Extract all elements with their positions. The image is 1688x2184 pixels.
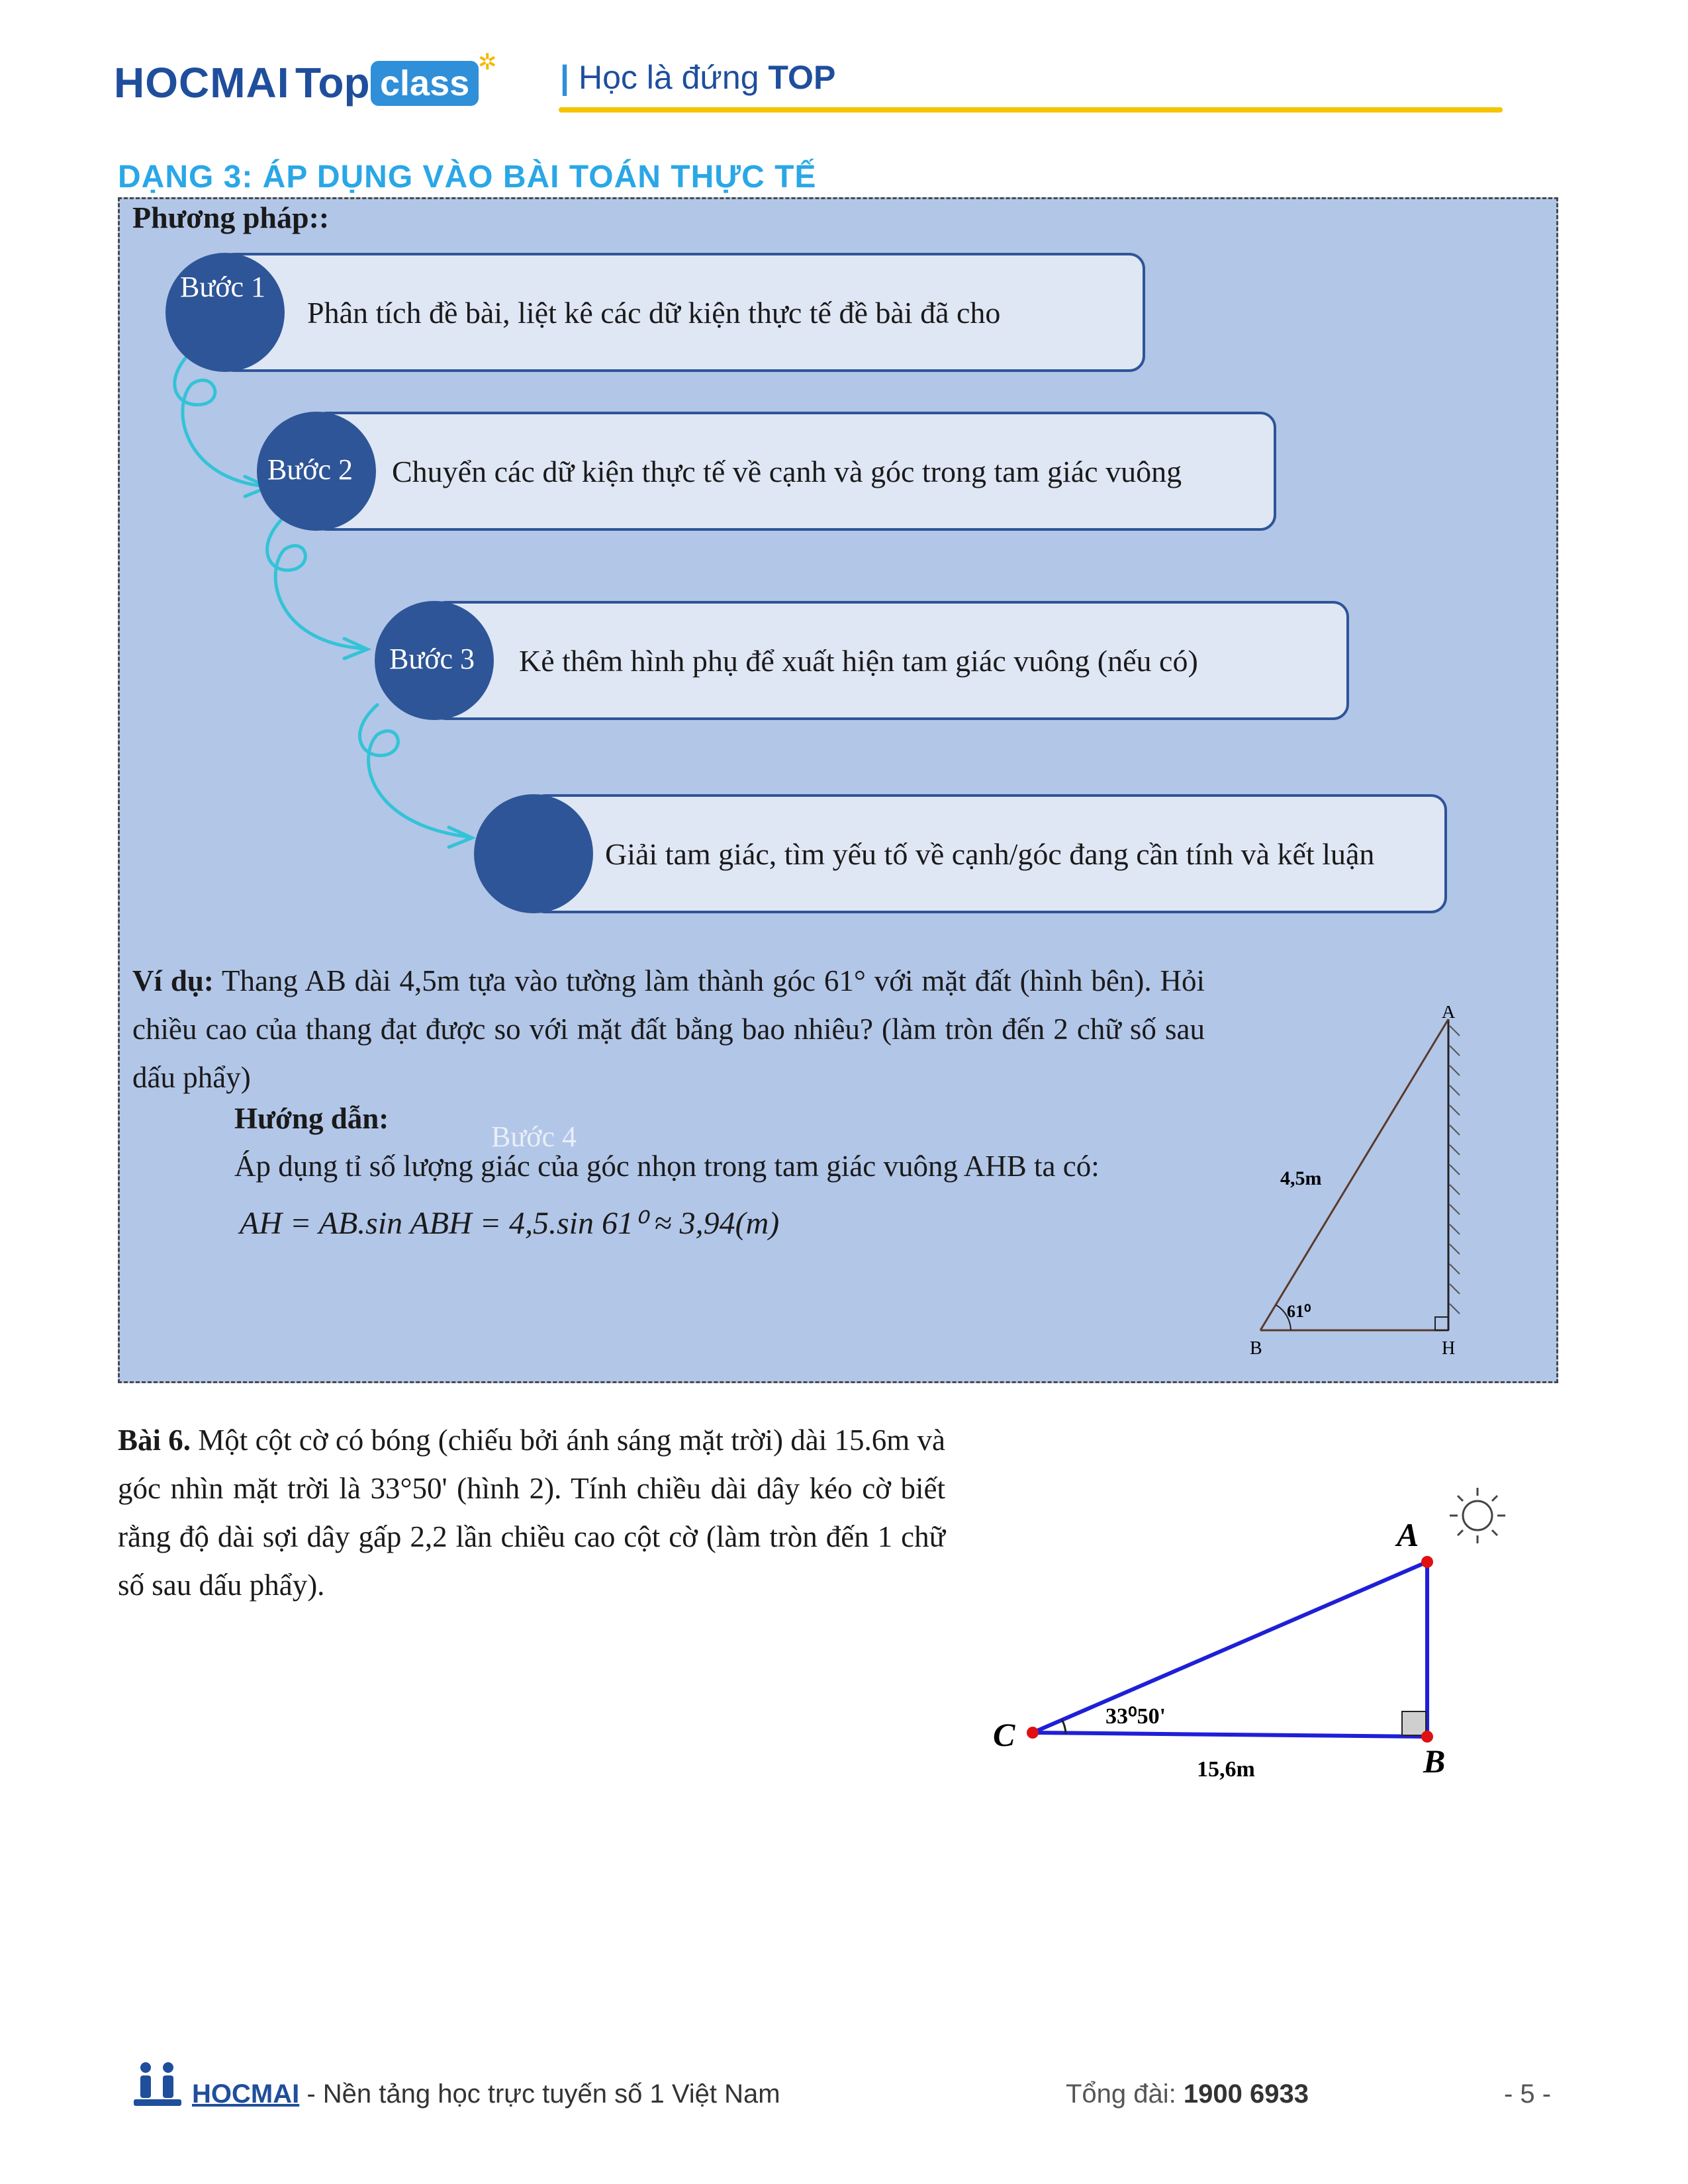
label-c: C xyxy=(993,1716,1015,1753)
label-h: H xyxy=(1442,1338,1456,1359)
step-4-badge xyxy=(474,794,593,913)
step-3-box xyxy=(430,601,1349,720)
flagpole-figure xyxy=(973,1463,1536,1794)
hocmai-footer-icon xyxy=(131,2058,184,2111)
example-label: Ví dụ: xyxy=(132,964,214,997)
length-label: 15,6m xyxy=(1197,1757,1255,1782)
step-3-badge xyxy=(375,601,494,720)
step-1-badge xyxy=(165,253,285,372)
hotline-label: Tổng đài: xyxy=(1066,2079,1184,2109)
wall-hatching xyxy=(1450,1026,1460,1314)
step-2-badge xyxy=(257,412,376,531)
exercise-6-text: Một cột cờ có bóng (chiếu bởi ánh sáng mặt trời) dài 15.6m và góc nhìn mặt trời là 33°50' (hình 2). Tính chiều dài dây kéo cờ biết rằng độ dài sợi dây gấp 2,2 lần chiều cao cột cờ (làm tròn đến 1 chữ số sau dấu phẩy). xyxy=(118,1424,945,1602)
sun-icon xyxy=(1450,1488,1505,1543)
brand-logo-class: class xyxy=(371,61,479,106)
step-1-box xyxy=(218,253,1145,372)
footer-slogan xyxy=(192,2079,780,2109)
tagline-bold: TOP xyxy=(768,59,836,96)
step-3-text: Kẻ thêm hình phụ để xuất hiện tam giác vuông (nếu có) xyxy=(519,643,1198,678)
hotline-number: 1900 6933 xyxy=(1183,2079,1309,2109)
step-4-label: Bước 4 xyxy=(491,1120,577,1153)
angle-label: 61⁰ xyxy=(1287,1302,1311,1321)
step-1-text: Phân tích đề bài, liệt kê các dữ kiện thực tế đề bài đã cho xyxy=(307,295,1001,330)
step-2-text: Chuyển các dữ kiện thực tế về cạnh và góc trong tam giác vuông xyxy=(392,454,1182,488)
step-1-label: Bước 1 xyxy=(180,271,265,303)
exercise-6 xyxy=(118,1416,945,1610)
guide-text: Áp dụng tỉ số lượng giác của góc nhọn trong tam giác vuông AHB ta có: xyxy=(234,1150,1100,1183)
tagline-text: Học là đứng xyxy=(579,59,759,96)
guide-label: Hướng dẫn: xyxy=(234,1102,389,1135)
step-2-label: Bước 2 xyxy=(267,453,353,486)
side-cb xyxy=(1033,1733,1427,1737)
header-tagline: | Học là đứng TOP xyxy=(560,59,836,96)
method-heading: Phương pháp:: xyxy=(132,201,330,234)
point-a xyxy=(1421,1556,1433,1568)
step-3-label: Bước 3 xyxy=(389,643,475,675)
point-b xyxy=(1421,1731,1433,1743)
label-a: A xyxy=(1397,1516,1419,1553)
section-title: DẠNG 3: ÁP DỤNG VÀO BÀI TOÁN THỰC TẾ xyxy=(118,159,817,195)
example-text: Thang AB dài 4,5m tựa vào tường làm thành góc 61° với mặt đất (hình bên). Hỏi chiều cao của thang đạt được so với mặt đất bằng bao nhiêu? (làm tròn đến 2 chữ số sau dấu phẩy) xyxy=(132,964,1205,1094)
hypotenuse-ca xyxy=(1033,1562,1427,1733)
exercise-6-label: Bài 6. xyxy=(118,1424,191,1457)
step-4-text: Giải tam giác, tìm yếu tố về cạnh/góc đang cần tính và kết luận xyxy=(605,837,1375,871)
footer-brand-link[interactable]: HOCMAI xyxy=(192,2079,300,2109)
example-paragraph xyxy=(132,957,1205,1102)
logo-gear-icon: ✲ xyxy=(478,50,497,75)
length-label: 4,5m xyxy=(1280,1167,1322,1189)
point-c xyxy=(1027,1727,1039,1739)
header-divider xyxy=(559,107,1503,113)
footer-slogan-text: - Nền tảng học trực tuyến số 1 Việt Nam xyxy=(299,2079,780,2109)
ladder-figure xyxy=(1231,1006,1483,1363)
footer-hotline xyxy=(1066,2079,1309,2109)
label-b: B xyxy=(1250,1338,1262,1359)
brand-logo-top: Top xyxy=(295,59,370,107)
step-4-box xyxy=(530,794,1447,913)
step-2-box xyxy=(311,412,1276,531)
label-a: A xyxy=(1442,1006,1456,1023)
right-angle-mark xyxy=(1435,1317,1448,1330)
label-b: B xyxy=(1423,1743,1446,1780)
page-number: - 5 - xyxy=(1504,2079,1552,2109)
brand-logo-hocmai: HOCMAI xyxy=(114,59,290,107)
right-angle-mark xyxy=(1402,1711,1426,1735)
angle-label: 33⁰50' xyxy=(1105,1704,1166,1729)
formula: AH = AB.sin ABH = 4,5.sin 61⁰ ≈ 3,94(m) xyxy=(240,1206,780,1241)
